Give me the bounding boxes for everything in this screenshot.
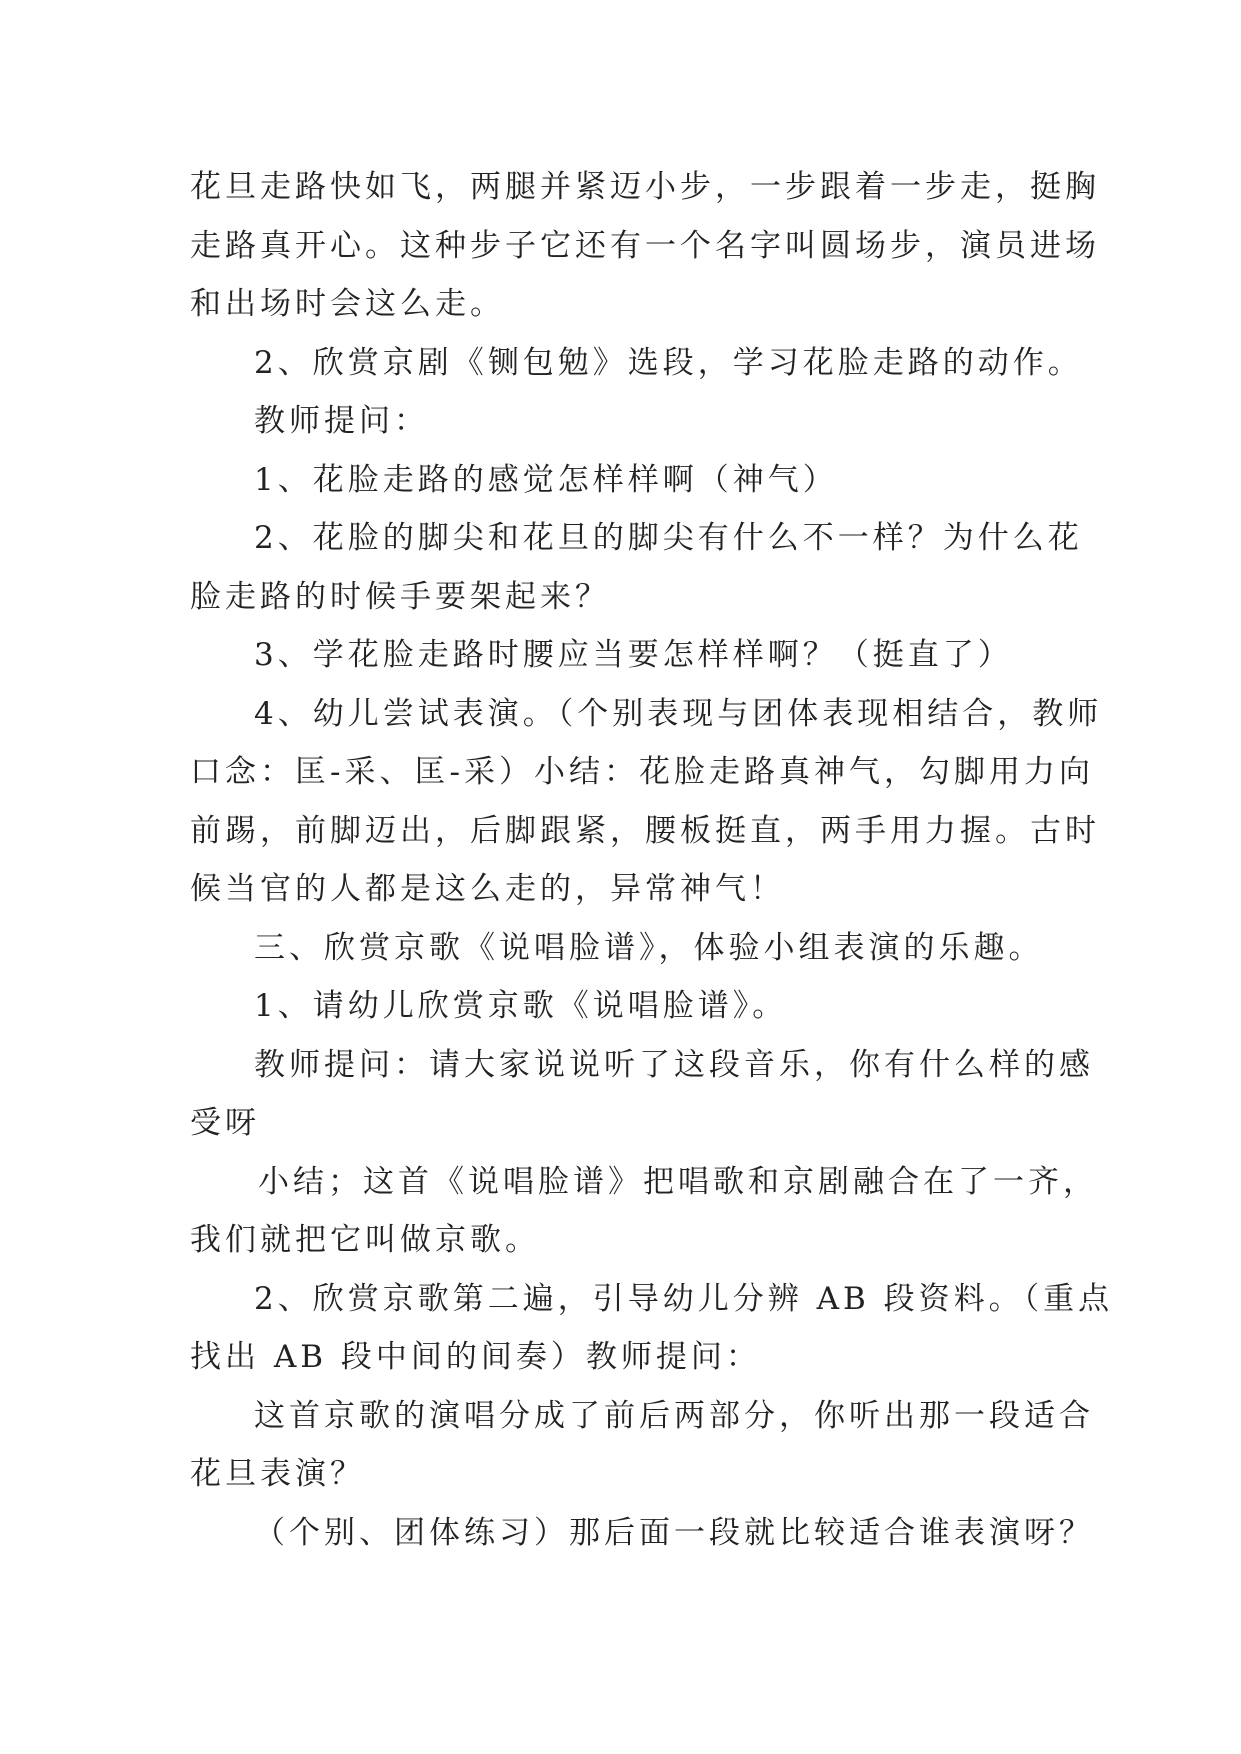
text-line: 4、幼儿尝试表演。（个别表现与团体表现相结合，教师 [254,695,1103,732]
text-line: 候当官的人都是这么走的，异常神气！ [190,871,785,907]
text-line: 1、请幼儿欣赏京歌《说唱脸谱》。 [254,988,788,1024]
text-line: 1、花脸走路的感觉怎样样啊（神气） [254,461,838,498]
text-line: 找出 AB 段中间的间奏）教师提问： [190,1339,761,1375]
text-line: 2、花脸的脚尖和花旦的脚尖有什么不一样？为什么花 [254,520,1083,556]
text-line: 花旦表演？ [190,1456,365,1492]
text-line: 这首京歌的演唱分成了前后两部分，你听出那一段适合 [254,1397,1094,1434]
text-line: 教师提问： [254,403,429,439]
text-line: 和出场时会这么走。 [190,286,505,322]
text-line: 脸走路的时候手要架起来？ [190,578,610,615]
text-line: 口念：匡-采、匡-采）小结：花脸走路真神气，勾脚用力向 [190,754,1094,790]
text-line: 教师提问：请大家说说听了这段音乐，你有什么样的感 [254,1046,1094,1083]
text-line: 走路真开心。这种步子它还有一个名字叫圆场步，演员进场 [190,227,1100,264]
text-line: 我们就把它叫做京歌。 [190,1222,540,1258]
document-body [190,158,1114,1562]
text-line: 小结；这首《说唱脸谱》把唱歌和京剧融合在了一齐， [258,1163,1098,1200]
text-line: 三、欣赏京歌《说唱脸谱》，体验小组表演的乐趣。 [254,929,1044,966]
text-line: 3、学花脸走路时腰应当要怎样样啊？（挺直了） [254,637,1013,673]
text-line: 受呀 [190,1105,260,1141]
text-line: 2、欣赏京剧《铡包勉》选段，学习花脸走路的动作。 [254,344,1083,381]
text-line: 2、欣赏京歌第二遍，引导幼儿分辨 AB 段资料。（重点 [254,1280,1114,1317]
text-line: （个别、团体练习）那后面一段就比较适合谁表演呀？ [254,1514,1094,1551]
text-line: 前踢，前脚迈出，后脚跟紧，腰板挺直，两手用力握。古时 [190,812,1100,849]
text-line: 花旦走路快如飞，两腿并紧迈小步，一步跟着一步走，挺胸 [190,169,1100,205]
